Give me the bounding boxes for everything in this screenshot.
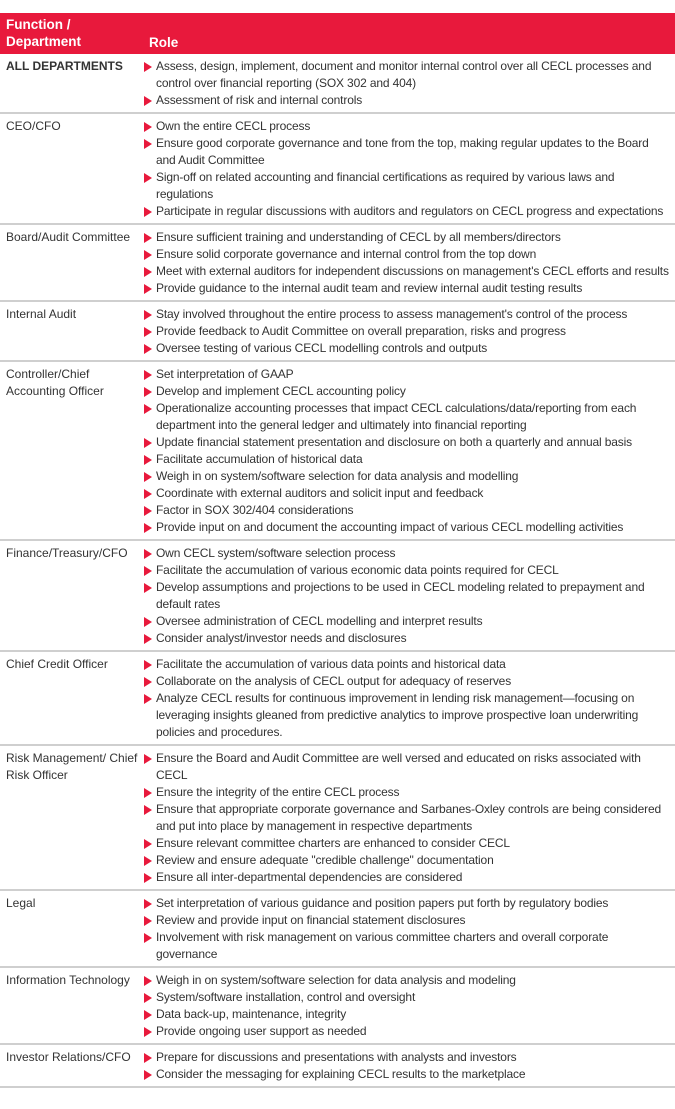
role-text: Participate in regular discussions with auditors and regulators on CECL progress and expectations bbox=[156, 204, 664, 218]
role-item bbox=[143, 1023, 669, 1040]
header-function-label: Function / bbox=[6, 17, 71, 32]
triangle-bullet-icon bbox=[144, 438, 152, 448]
table-row bbox=[0, 225, 675, 302]
triangle-bullet-icon bbox=[144, 233, 152, 243]
triangle-bullet-icon bbox=[144, 634, 152, 644]
role-item bbox=[143, 912, 669, 929]
function-cell: Chief Credit Officer bbox=[6, 657, 108, 671]
role-text: Set interpretation of GAAP bbox=[156, 367, 294, 381]
role-text: Collaborate on the analysis of CECL output for adequacy of reserves bbox=[156, 674, 512, 688]
role-item bbox=[143, 263, 669, 280]
role-item bbox=[143, 400, 669, 434]
triangle-bullet-icon bbox=[144, 267, 152, 277]
triangle-bullet-icon bbox=[144, 523, 152, 533]
triangle-bullet-icon bbox=[144, 62, 152, 72]
role-list bbox=[143, 750, 675, 886]
role-item bbox=[143, 869, 669, 886]
role-item bbox=[143, 280, 669, 297]
role-item bbox=[143, 323, 669, 340]
triangle-bullet-icon bbox=[144, 173, 152, 183]
role-text: Operationalize accounting processes that impact CECL calculations/data/reporting from each department into the general ledger and ultimately into financial reporting bbox=[156, 401, 637, 432]
role-item bbox=[143, 383, 669, 400]
role-text: Develop and implement CECL accounting policy bbox=[156, 384, 406, 398]
role-text: Facilitate accumulation of historical data bbox=[156, 452, 363, 466]
role-list bbox=[143, 1049, 675, 1083]
triangle-bullet-icon bbox=[144, 993, 152, 1003]
triangle-bullet-icon bbox=[144, 284, 152, 294]
triangle-bullet-icon bbox=[144, 404, 152, 414]
header-function-department bbox=[0, 16, 143, 54]
triangle-bullet-icon bbox=[144, 455, 152, 465]
role-item bbox=[143, 169, 669, 203]
role-text: Ensure the Board and Audit Committee are well versed and educated on risks associated with CECL bbox=[156, 751, 641, 782]
role-list bbox=[143, 895, 675, 963]
role-item bbox=[143, 366, 669, 383]
triangle-bullet-icon bbox=[144, 899, 152, 909]
triangle-bullet-icon bbox=[144, 310, 152, 320]
role-text: Provide feedback to Audit Committee on overall preparation, risks and progress bbox=[156, 324, 566, 338]
triangle-bullet-icon bbox=[144, 387, 152, 397]
role-item bbox=[143, 306, 669, 323]
role-text: Assess, design, implement, document and monitor internal control over all CECL processes and control over financial reporting (SOX 302 and 404) bbox=[156, 59, 652, 90]
role-item bbox=[143, 801, 669, 835]
role-text: Own CECL system/software selection process bbox=[156, 546, 396, 560]
role-text: Oversee administration of CECL modelling and interpret results bbox=[156, 614, 483, 628]
role-text: Involvement with risk management on various committee charters and overall corporate governance bbox=[156, 930, 609, 961]
role-item bbox=[143, 989, 669, 1006]
triangle-bullet-icon bbox=[144, 677, 152, 687]
role-text: Facilitate the accumulation of various data points and historical data bbox=[156, 657, 506, 671]
role-text: Oversee testing of various CECL modelling controls and outputs bbox=[156, 341, 488, 355]
triangle-bullet-icon bbox=[144, 96, 152, 106]
role-text: Develop assumptions and projections to be used in CECL modeling related to prepayment and default rates bbox=[156, 580, 645, 611]
table-row bbox=[0, 968, 675, 1045]
triangle-bullet-icon bbox=[144, 1070, 152, 1080]
table-row bbox=[0, 1045, 675, 1088]
function-cell: CEO/CFO bbox=[6, 119, 61, 133]
role-item bbox=[143, 895, 669, 912]
role-text: Weigh in on system/software selection for data analysis and modelling bbox=[156, 469, 519, 483]
role-item bbox=[143, 519, 669, 536]
table-row bbox=[0, 541, 675, 652]
function-cell: Board/Audit Committee bbox=[6, 230, 131, 244]
role-item bbox=[143, 118, 669, 135]
triangle-bullet-icon bbox=[144, 976, 152, 986]
triangle-bullet-icon bbox=[144, 873, 152, 883]
role-item bbox=[143, 673, 669, 690]
header-department-label: Department bbox=[6, 34, 82, 49]
role-item bbox=[143, 135, 669, 169]
role-text: Ensure relevant committee charters are enhanced to consider CECL bbox=[156, 836, 510, 850]
triangle-bullet-icon bbox=[144, 327, 152, 337]
triangle-bullet-icon bbox=[144, 344, 152, 354]
role-item bbox=[143, 545, 669, 562]
role-text: Weigh in on system/software selection for data analysis and modeling bbox=[156, 973, 516, 987]
role-item bbox=[143, 1066, 669, 1083]
triangle-bullet-icon bbox=[144, 370, 152, 380]
role-item bbox=[143, 750, 669, 784]
triangle-bullet-icon bbox=[144, 805, 152, 815]
role-item bbox=[143, 340, 669, 357]
role-text: System/software installation, control and oversight bbox=[156, 990, 416, 1004]
table-row bbox=[0, 891, 675, 968]
role-text: Ensure all inter-departmental dependencies are considered bbox=[156, 870, 463, 884]
role-item bbox=[143, 502, 669, 519]
table-row bbox=[0, 302, 675, 362]
role-item bbox=[143, 203, 669, 220]
role-list bbox=[143, 306, 675, 357]
triangle-bullet-icon bbox=[144, 1027, 152, 1037]
role-text: Consider the messaging for explaining CECL results to the marketplace bbox=[156, 1067, 526, 1081]
triangle-bullet-icon bbox=[144, 660, 152, 670]
role-item bbox=[143, 434, 669, 451]
role-text: Own the entire CECL process bbox=[156, 119, 311, 133]
role-list bbox=[143, 58, 675, 109]
role-item bbox=[143, 972, 669, 989]
role-list bbox=[143, 656, 675, 741]
role-item bbox=[143, 656, 669, 673]
role-text: Set interpretation of various guidance and position papers put forth by regulatory bodies bbox=[156, 896, 609, 910]
role-text: Ensure that appropriate corporate governance and Sarbanes-Oxley controls are being considered and put into place by management in respective departments bbox=[156, 802, 662, 833]
triangle-bullet-icon bbox=[144, 250, 152, 260]
role-text: Sign-off on related accounting and financial certifications as required by various laws and regulations bbox=[156, 170, 615, 201]
role-text: Assessment of risk and internal controls bbox=[156, 93, 363, 107]
function-cell: ALL DEPARTMENTS bbox=[6, 59, 123, 73]
role-list bbox=[143, 545, 675, 647]
triangle-bullet-icon bbox=[144, 839, 152, 849]
triangle-bullet-icon bbox=[144, 566, 152, 576]
role-text: Review and ensure adequate "credible challenge" documentation bbox=[156, 853, 494, 867]
role-text: Factor in SOX 302/404 considerations bbox=[156, 503, 354, 517]
role-item bbox=[143, 229, 669, 246]
function-cell: Investor Relations/CFO bbox=[6, 1050, 131, 1064]
triangle-bullet-icon bbox=[144, 472, 152, 482]
role-item bbox=[143, 92, 669, 109]
triangle-bullet-icon bbox=[144, 916, 152, 926]
table-row bbox=[0, 746, 675, 891]
role-list bbox=[143, 229, 675, 297]
role-text: Consider analyst/investor needs and disclosures bbox=[156, 631, 407, 645]
role-text: Coordinate with external auditors and solicit input and feedback bbox=[156, 486, 484, 500]
role-text: Ensure sufficient training and understanding of CECL by all members/directors bbox=[156, 230, 561, 244]
role-list bbox=[143, 366, 675, 536]
triangle-bullet-icon bbox=[144, 694, 152, 704]
triangle-bullet-icon bbox=[144, 617, 152, 627]
table-row bbox=[0, 114, 675, 225]
triangle-bullet-icon bbox=[144, 139, 152, 149]
role-text: Ensure good corporate governance and tone from the top, making regular updates to the Board and Audit Committee bbox=[156, 136, 649, 167]
role-item bbox=[143, 451, 669, 468]
role-text: Provide input on and document the accounting impact of various CECL modelling activities bbox=[156, 520, 624, 534]
table-body bbox=[0, 54, 675, 1088]
role-item bbox=[143, 690, 669, 741]
role-text: Ensure the integrity of the entire CECL process bbox=[156, 785, 400, 799]
role-text: Analyze CECL results for continuous improvement in lending risk management—focusing on leveraging insights gleaned from predictive analytics to improve prospective loan underwriting policies and procedures. bbox=[156, 691, 639, 739]
table-row bbox=[0, 54, 675, 114]
role-list bbox=[143, 972, 675, 1040]
triangle-bullet-icon bbox=[144, 549, 152, 559]
table-row bbox=[0, 362, 675, 541]
role-item bbox=[143, 1049, 669, 1066]
triangle-bullet-icon bbox=[144, 207, 152, 217]
triangle-bullet-icon bbox=[144, 1010, 152, 1020]
role-item bbox=[143, 613, 669, 630]
function-cell: Risk Management/ Chief Risk Officer bbox=[6, 751, 138, 782]
triangle-bullet-icon bbox=[144, 1053, 152, 1063]
role-text: Stay involved throughout the entire process to assess management's control of the process bbox=[156, 307, 628, 321]
role-item bbox=[143, 579, 669, 613]
role-list bbox=[143, 118, 675, 220]
triangle-bullet-icon bbox=[144, 122, 152, 132]
role-text: Update financial statement presentation and disclosure on both a quarterly and annual basis bbox=[156, 435, 633, 449]
role-item bbox=[143, 485, 669, 502]
function-cell: Internal Audit bbox=[6, 307, 77, 321]
role-item bbox=[143, 468, 669, 485]
role-text: Review and provide input on financial statement disclosures bbox=[156, 913, 466, 927]
role-text: Facilitate the accumulation of various economic data points required for CECL bbox=[156, 563, 559, 577]
role-item bbox=[143, 630, 669, 647]
roles-table bbox=[0, 13, 675, 1088]
role-item bbox=[143, 929, 669, 963]
role-item bbox=[143, 852, 669, 869]
header-role: Role bbox=[149, 35, 179, 50]
role-text: Provide guidance to the internal audit team and review internal audit testing results bbox=[156, 281, 583, 295]
role-item bbox=[143, 562, 669, 579]
triangle-bullet-icon bbox=[144, 856, 152, 866]
role-text: Prepare for discussions and presentations with analysts and investors bbox=[156, 1050, 517, 1064]
role-text: Meet with external auditors for independent discussions on management's CECL efforts and results bbox=[156, 264, 669, 278]
triangle-bullet-icon bbox=[144, 788, 152, 798]
function-cell: Information Technology bbox=[6, 973, 130, 987]
function-cell: Legal bbox=[6, 896, 36, 910]
function-cell: Controller/Chief Accounting Officer bbox=[6, 367, 104, 398]
role-item bbox=[143, 1006, 669, 1023]
role-item bbox=[143, 58, 669, 92]
table-header bbox=[0, 13, 675, 54]
triangle-bullet-icon bbox=[144, 506, 152, 516]
triangle-bullet-icon bbox=[144, 583, 152, 593]
triangle-bullet-icon bbox=[144, 489, 152, 499]
role-text: Provide ongoing user support as needed bbox=[156, 1024, 367, 1038]
role-item bbox=[143, 835, 669, 852]
role-item bbox=[143, 784, 669, 801]
function-cell: Finance/Treasury/CFO bbox=[6, 546, 128, 560]
triangle-bullet-icon bbox=[144, 754, 152, 764]
table-row bbox=[0, 652, 675, 746]
role-item bbox=[143, 246, 669, 263]
role-text: Data back-up, maintenance, integrity bbox=[156, 1007, 347, 1021]
triangle-bullet-icon bbox=[144, 933, 152, 943]
role-text: Ensure solid corporate governance and internal control from the top down bbox=[156, 247, 537, 261]
